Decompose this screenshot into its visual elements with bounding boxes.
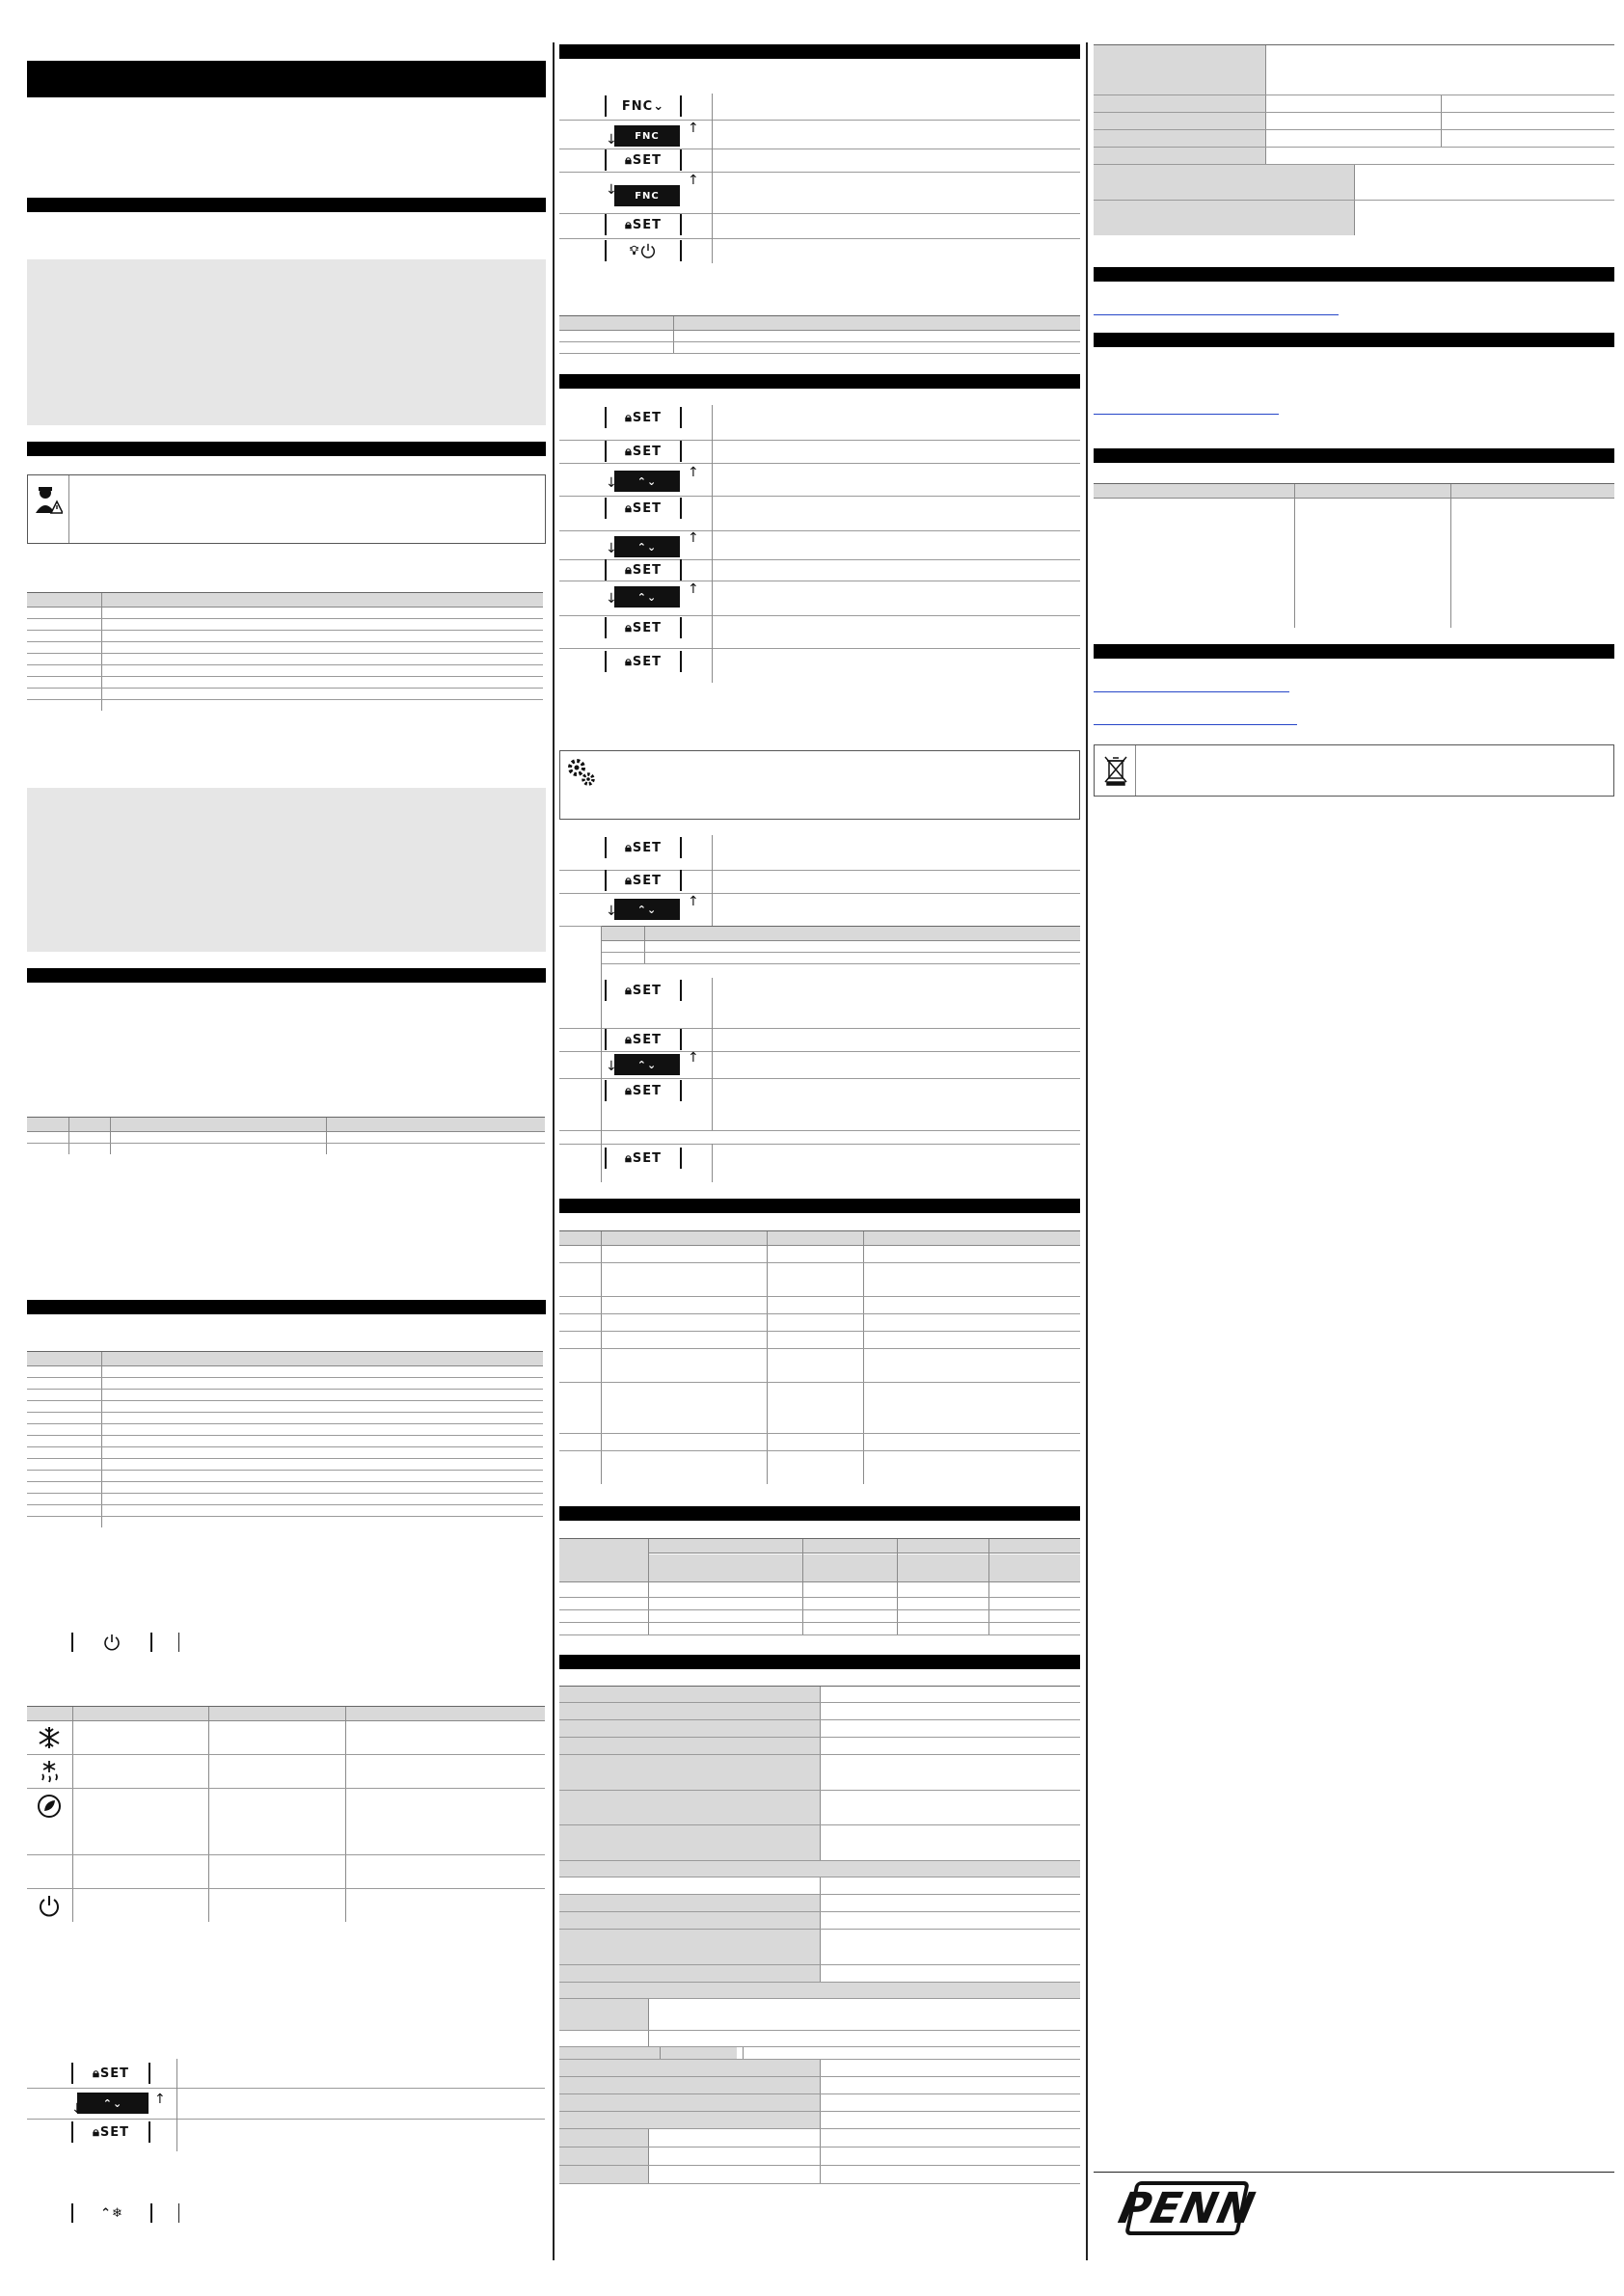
section-header-bar [559,44,1080,59]
set-button[interactable]: 🔒︎ SET [605,1029,682,1050]
snowflake-icon [33,1725,66,1750]
set-button[interactable]: 🔒︎ SET [71,2063,150,2084]
set-button[interactable]: 🔒︎ SET [605,1148,682,1169]
set-button[interactable]: 🔒︎ SET [605,214,682,235]
lock-icon: 🔒︎ [624,620,633,635]
inline-option-table [601,926,1080,964]
document-link[interactable] [1094,414,1279,415]
defrost-icon: ⌃❄ [100,2205,123,2221]
chevron-up-icon: ⌃⌄ [636,590,658,604]
set-button[interactable]: 🔒︎ SET [605,149,682,171]
chevron-down-icon: ⌄ [653,98,665,114]
parameter-table-d [559,1230,1080,1484]
parameter-table-a [27,592,543,711]
small-table [559,315,1080,354]
lock-icon: 🔒︎ [624,444,633,459]
set-button[interactable]: 🔒︎ SET [605,407,682,428]
column-divider-right [1086,42,1088,2260]
down-up-button[interactable] [77,2093,149,2114]
lock-icon: 🔒︎ [624,1083,633,1098]
lock-icon: 🔒︎ [624,1032,633,1047]
down-up-button[interactable] [614,899,680,920]
shaded-note-block [27,788,546,952]
footer-rule [1094,2172,1614,2173]
set-button[interactable]: 🔒︎ SET [605,617,682,638]
status-icon-table [27,1706,545,1922]
chevron-up-icon: ⌃⌄ [636,540,658,554]
spec-table [559,1686,1080,2184]
column-divider-left [553,42,555,2260]
eco-icon [33,1793,66,1820]
section-header-bar [27,968,546,983]
arrow-up-icon: ↑ [154,2092,166,2107]
crossed-bin-icon [1100,751,1131,788]
arrow-down-icon: ↓ [606,541,617,556]
lock-icon: 🔒︎ [624,983,633,998]
lock-icon: 🔒︎ [624,562,633,578]
lock-icon: 🔒︎ [624,1150,633,1166]
set-button[interactable]: 🔒︎ SET [605,498,682,519]
fnc-combo-button[interactable]: FNC [614,125,680,147]
set-button[interactable]: 🔒︎ SET [605,559,682,581]
lock-icon: 🔒︎ [624,217,633,232]
chevron-up-icon: ⌃⌄ [636,903,658,916]
divider [601,978,602,1182]
power-button[interactable] [71,1633,152,1652]
shaded-note-block [27,259,546,425]
lock-icon: 🔒︎ [624,152,633,168]
lock-icon: 🔒︎ [624,410,633,425]
ratings-table [559,1538,1080,1635]
arrow-down-icon: ↓ [606,475,617,491]
set-button[interactable]: 🔒︎ SET [605,651,682,672]
down-up-button[interactable] [614,471,680,492]
spec-table-continued [1094,44,1614,235]
set-button[interactable]: 🔒︎ SET [605,837,682,858]
divider [178,2203,179,2223]
lock-icon: 🔒︎ [92,2066,100,2081]
section-header-bar [1094,267,1614,282]
arrow-down-icon: ↓ [606,904,617,919]
settings-note-box [559,750,1080,820]
arrow-down-icon: ↓ [606,1059,617,1074]
arrow-up-icon: ↑ [688,530,699,546]
lock-icon: 🔒︎ [92,2124,100,2140]
lock-icon: 🔒︎ [624,840,633,855]
arrow-up-icon: ↑ [688,173,699,188]
arrow-up-icon: ↑ [688,121,699,136]
fnc-down-button[interactable]: FNC ⌄ [605,95,682,117]
document-link[interactable] [1094,724,1297,725]
power-icon [639,242,657,259]
procedure-step [559,1130,1080,1145]
power-icon [102,1633,122,1652]
lock-icon: 🔒︎ [624,500,633,516]
lock-icon: 🔒︎ [624,873,633,888]
arrow-down-icon: ↓ [71,2101,83,2117]
section-header-bar [559,1199,1080,1213]
section-header-bar [559,1655,1080,1669]
section-header-bar [559,374,1080,389]
arrow-down-icon: ↓ [606,132,617,148]
down-up-button[interactable] [614,536,680,557]
light-power-button[interactable] [605,240,682,261]
divider [601,926,602,978]
arrow-up-icon: ↑ [688,894,699,909]
light-bulb-icon: 💡︎ [629,243,640,258]
down-up-button[interactable] [614,1054,680,1075]
warning-box [27,474,546,544]
divider [178,1633,179,1652]
title-banner [27,61,546,97]
parameter-table-b [27,1117,545,1154]
power-icon [33,1893,66,1920]
brand-logo: PENN [1124,2181,1250,2235]
contact-table [1094,483,1614,628]
disposal-note-box [1094,744,1614,797]
section-header-bar [27,198,546,212]
worker-warning-icon [32,483,65,516]
section-header-bar [1094,644,1614,659]
fnc-combo-button[interactable]: FNC [614,185,680,206]
section-header-bar [27,442,546,456]
chevron-up-icon: ⌃⌄ [636,474,658,488]
section-header-bar [1094,448,1614,463]
set-button[interactable]: 🔒︎ SET [605,441,682,462]
document-link[interactable] [1094,314,1339,315]
arrow-up-icon: ↑ [688,581,699,597]
arrow-up-icon: ↑ [688,465,699,480]
gears-icon [564,755,599,790]
document-link[interactable] [1094,691,1289,692]
parameter-table-c [27,1351,543,1527]
section-header-bar [1094,333,1614,347]
set-button[interactable]: 🔒︎ SET [605,870,682,891]
defrost-icon [33,1759,66,1784]
section-header-bar [27,1300,546,1314]
set-button[interactable]: 🔒︎ SET [605,980,682,1001]
down-up-button[interactable] [614,586,680,608]
chevron-up-icon: ⌃⌄ [636,1058,658,1071]
arrow-up-icon: ↑ [688,1050,699,1066]
up-defrost-button[interactable] [71,2203,152,2223]
set-button[interactable]: 🔒︎ SET [605,1080,682,1101]
set-button[interactable]: 🔒︎ SET [71,2121,150,2143]
lock-icon: 🔒︎ [624,654,633,669]
chevron-up-icon: ⌃⌄ [102,2096,123,2110]
section-header-bar [559,1506,1080,1521]
arrow-down-icon: ↓ [606,182,617,198]
arrow-down-icon: ↓ [606,591,617,607]
